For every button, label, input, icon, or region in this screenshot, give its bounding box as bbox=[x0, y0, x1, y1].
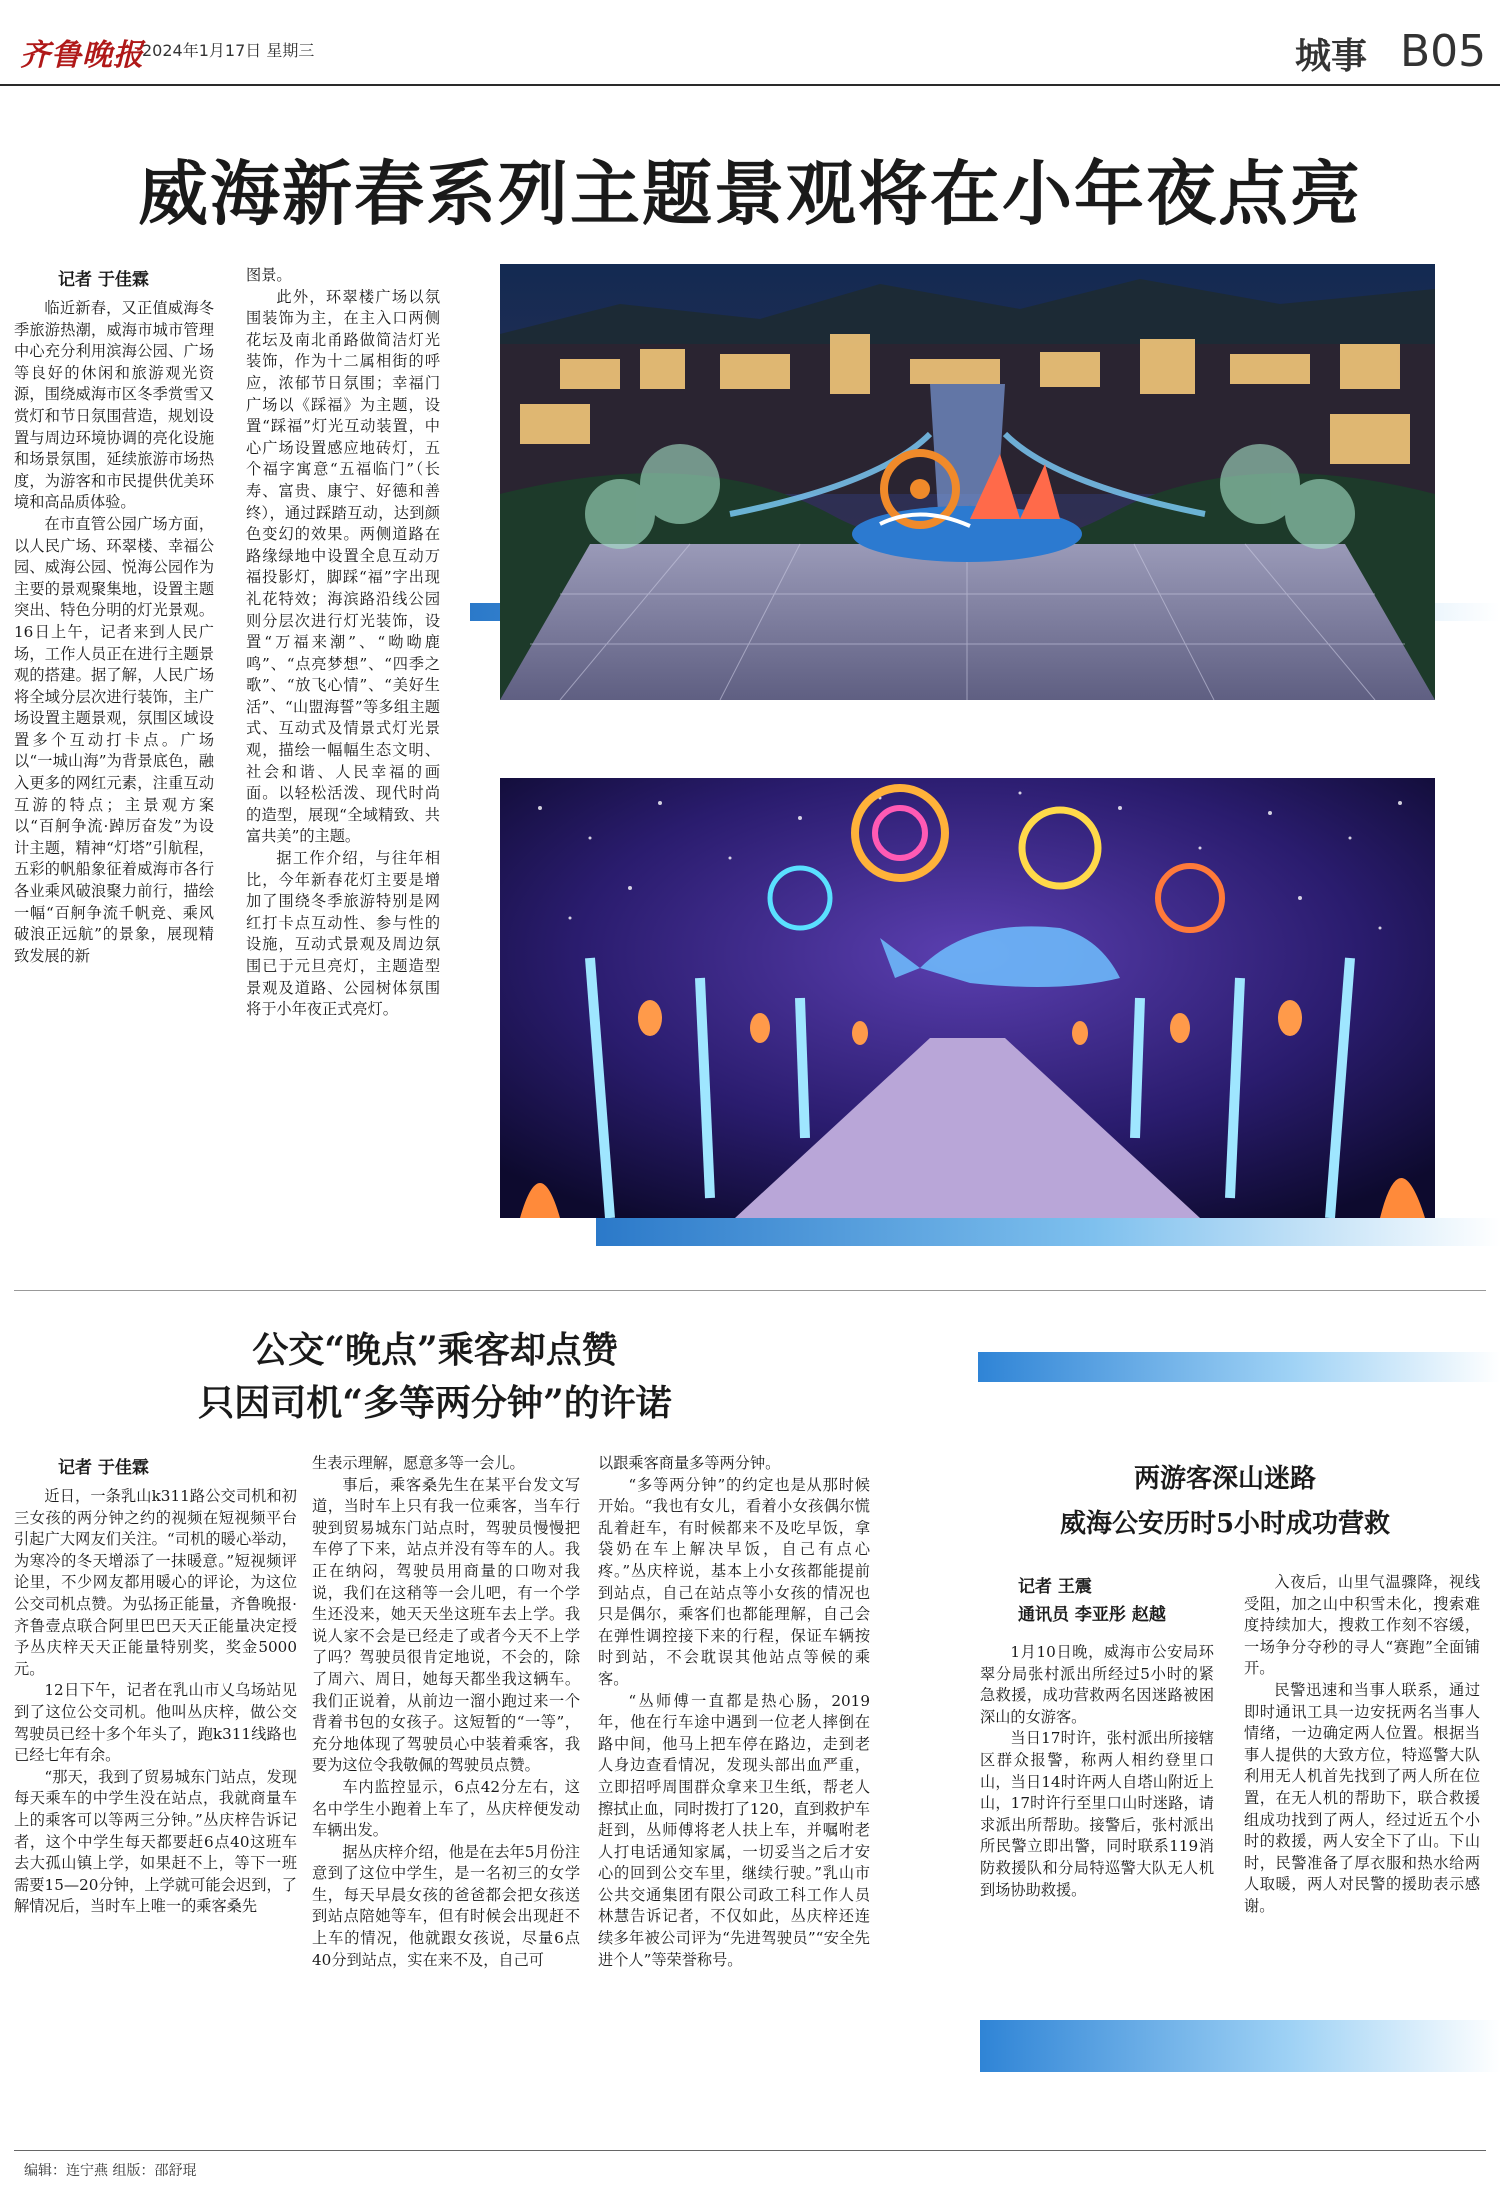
paragraph: 12日下午，记者在乳山市乂乌场站见到了这位公交司机。他叫丛庆梓，做公交驾驶员已经十多个年头了，跑k311线路也已经七年有余。 bbox=[14, 1681, 297, 1765]
article1-column-2 bbox=[246, 265, 440, 1253]
article2-headline-line2: 只因司机“多等两分钟”的许诺 bbox=[198, 1382, 672, 1424]
article3-bottom-stripe bbox=[980, 2020, 1500, 2072]
page-number: B05 bbox=[1400, 26, 1487, 77]
paragraph: 图景。 bbox=[246, 266, 292, 284]
tunnel-photo-graphic bbox=[500, 778, 1435, 1218]
article2-column-2 bbox=[312, 1453, 580, 2108]
photo2-accent-stripe bbox=[596, 1218, 1500, 1246]
paragraph: 临近新春，又正值威海冬季旅游热潮，威海市城市管理中心充分利用滨海公园、广场等良好的休闲和旅游观光资源，围绕威海市区冬季赏雪又赏灯和节日氛围营造，规划设置与周边环境协调的亮化设施和场景氛围，延续旅游市场热度，为游客和市民提供优美环境和高品质体验。 bbox=[14, 299, 214, 512]
article1-byline: 记者 于佳霖 bbox=[58, 270, 149, 290]
section-divider bbox=[14, 1290, 1486, 1291]
article3-byline-correspondents: 通讯员 李亚彤 赵越 bbox=[1018, 1605, 1166, 1625]
paragraph: 此外，环翠楼广场以氛围装饰为主，在主入口两侧花坛及南北甬路做简洁灯光装饰，作为十二属相街的呼应，浓郁节日氛围；幸福门广场以《踩福》为主题，设置“踩福”灯光互动装置，中心广场设置感应地砖灯，五个福字寓意“五福临门”（长寿、富贵、康宁、好德和善终），通过踩踏互动，达到颜色变幻的效果。两侧道路在路缘绿地中设置全息互动万福投影灯，脚踩“福”字出现礼花特效；海滨路沿线公园则分层次进行灯光装饰，设置“万福来潮”、“呦呦鹿鸣”、“点亮梦想”、“四季之歌”、“放飞心情”、“美好生活”、“山盟海誓”等多组主题式、互动式及情景式灯光景观，描绘一幅幅生态文明、社会和谐、人民幸福的画面。以轻松活泼、现代时尚的造型，展现“全域精致、共富共美”的主题。 bbox=[246, 287, 440, 846]
article2-column-3 bbox=[598, 1453, 870, 2108]
article3-top-stripe bbox=[978, 1352, 1500, 1382]
paragraph: 当日17时许，张村派出所接辖区群众报警，称两人相约登里口山，当日14时许两人自塔山附近上山，17时许行至里口山时迷路，请求派出所帮助。接警后，张村派出所民警立即出警，同时联系119消防救援队和分局特巡警大队无人机到场协助救援。 bbox=[980, 1729, 1214, 1899]
footer-rule bbox=[14, 2150, 1486, 2151]
article3-column-1 bbox=[980, 1642, 1214, 1942]
article3-byline-reporter: 记者 王震 bbox=[1018, 1577, 1092, 1597]
article3-headline-line2: 威海公安历时5小时成功营救 bbox=[1059, 1509, 1391, 1539]
article2-byline: 记者 于佳霖 bbox=[58, 1458, 149, 1478]
article3-column-2 bbox=[1244, 1572, 1480, 1997]
article3-headline-line1: 两游客深山迷路 bbox=[1133, 1464, 1316, 1494]
paragraph: “那天，我到了贸易城东门站点，发现每天乘车的中学生没在站点，我就商量车上的乘客可以等两三分钟。”丛庆梓告诉记者，这个中学生每天都要赶6点40这班车去大孤山镇上学，如果赶不上，等下一班需要15—20分钟，上学就可能会迟到，了解情况后，当时车上唯一的乘客桑先 bbox=[14, 1767, 297, 1916]
paragraph: “多等两分钟”的约定也是从那时候开始。“我也有女儿，看着小女孩偶尔慌乱着赶车，有时候都来不及吃早饭，拿袋奶在车上解决早饭，自己有点心疼。”丛庆梓说，基本上小女孩都能提前到站点，自己在站点等小女孩的情况也只是偶尔，乘客们也都能理解，自己会在弹性调控接下来的行程，保证车辆按时到站，不会耽误其他站点等候的乘客。 bbox=[598, 1475, 870, 1688]
paragraph: 在市直管公园广场方面，以人民广场、环翠楼、幸福公园、威海公园、悦海公园作为主要的景观聚集地，设置主题突出、特色分明的灯光景观。16日上午，记者来到人民广场，工作人员正在进行主题景观的搭建。据了解，人民广场将全域分层次进行装饰，主广场设置主题景观，氛围区域设置多个互动打卡点。广场以“一城山海”为背景底色，融入更多的网红元素，注重互动互游的特点；主景观方案以“百舸争流·踔厉奋发”为设计主题，精神“灯塔”引航程，五彩的帆船象征着威海市各行各业乘风破浪聚力前行，描绘一幅“百舸争流千帆竞、乘风破浪正远航”的景象，展现精致发展的新 bbox=[14, 514, 214, 965]
article2-column-1 bbox=[14, 1486, 297, 2106]
masthead-logo: 齐鲁晚报 bbox=[20, 38, 144, 73]
paragraph: 近日，一条乳山k311路公交司机和初三女孩的两分钟之约的视频在短视频平台引起广大网友们关注。“司机的暖心举动，为寒冷的冬天增添了一抹暖意。”短视频评论里，不少网友都用暖心的评论，为这位公交司机点赞。为弘扬正能量，齐鲁晚报·齐鲁壹点联合阿里巴巴天天正能量决定授予丛庆梓天天正能量特别奖，奖金5000元。 bbox=[14, 1487, 297, 1678]
article1-headline: 威海新春系列主题景观将在小年夜点亮 bbox=[138, 152, 1362, 235]
paragraph: 生表示理解，愿意多等一会儿。 bbox=[312, 1454, 525, 1472]
paragraph: 据丛庆梓介绍，他是在去年5月份注意到了这位中学生，是一名初三的女学生，每天早晨女孩的爸爸都会把女孩送到站点陪她等车，但有时候会出现赶不上车的情况，他就跟女孩说，尽量6点40分到站点，实在来不及，自己可 bbox=[312, 1842, 580, 1969]
issue-date: 2024年1月17日 星期三 bbox=[142, 41, 315, 60]
paragraph: 以跟乘客商量多等两分钟。 bbox=[598, 1454, 781, 1472]
plaza-photo-graphic bbox=[500, 264, 1435, 700]
paragraph: 据工作介绍，与往年相比，今年新春花灯主要是增加了围绕冬季旅游特别是网红打卡点互动性、参与性的设施，互动式景观及周边氛围已于元旦亮灯，主题造型景观及道路、公园树体氛围将于小年夜正式亮灯。 bbox=[246, 849, 440, 1019]
light-tunnel-photo bbox=[500, 778, 1435, 1218]
paragraph: 事后，乘客桑先生在某平台发文写道，当时车上只有我一位乘客，当车行驶到贸易城东门站点时，驾驶员慢慢把车停了下来，站点并没有等车的人。我正在纳闷，驾驶员用商量的口吻对我说，我们在这稍等一会儿吧，有一个学生还没来，她天天坐这班车去上学。我说人家不会是已经走了或者今天不上学了吗？驾驶员很肯定地说，不会的，除了周六、周日，她每天都坐我这辆车。我们正说着，从前边一溜小跑过来一个背着书包的女孩子。这短暂的“一等”，充分地体现了驾驶员心中装着乘客，我要为这位令我敬佩的驾驶员点赞。 bbox=[312, 1475, 580, 1775]
paragraph: 入夜后，山里气温骤降，视线受阻，加之山中积雪未化，搜索难度持续加大，搜救工作刻不容缓，一场争分夺秒的寻人“赛跑”全面铺开。 bbox=[1244, 1573, 1480, 1678]
paragraph: 1月10日晚，威海市公安局环翠分局张村派出所经过5小时的紧急救援，成功营救两名因迷路被困深山的女游客。 bbox=[980, 1643, 1214, 1726]
page-footer-credits: 编辑：连宁燕 组版：邵舒琨 bbox=[24, 2163, 197, 2179]
paragraph: 民警迅速和当事人联系，通过即时通讯工具一边安抚两名当事人情绪，一边确定两人位置。根据当事人提供的大致方位，特巡警大队利用无人机首先找到了两人所在位置，在无人机的帮助下，联合救援组成功找到了两人，经过近五个小时的救援，两人安全下了山。下山时，民警准备了厚衣服和热水给两人取暖，两人对民警的援助表示感谢。 bbox=[1244, 1680, 1480, 1915]
section-name: 城事 bbox=[1295, 35, 1368, 77]
paragraph: 车内监控显示，6点42分左右，这名中学生小跑着上车了，丛庆梓便发动车辆出发。 bbox=[312, 1777, 580, 1840]
plaza-night-photo bbox=[500, 264, 1435, 700]
article2-headline-line1: 公交“晚点”乘客却点赞 bbox=[252, 1329, 618, 1371]
paragraph: “丛师傅一直都是热心肠，2019年，他在行车途中遇到一位老人摔倒在路中间，他马上把车停在路边，走到老人身边查看情况，发现头部出血严重，立即招呼周围群众拿来卫生纸，帮老人擦拭止血，同时拨打了120，直到救护车赶到，丛师傅将老人扶上车，并嘱咐老人打电话通知家属，一切妥当之后才安心的回到公交车里，继续行驶。”乳山市公共交通集团有限公司政工科工作人员林慧告诉记者，不仅如此，丛庆梓还连续多年被公司评为“先进驾驶员”“安全先进个人”等荣誉称号。 bbox=[598, 1691, 870, 1969]
header-rule bbox=[0, 84, 1500, 86]
article1-column-1 bbox=[14, 298, 214, 1253]
